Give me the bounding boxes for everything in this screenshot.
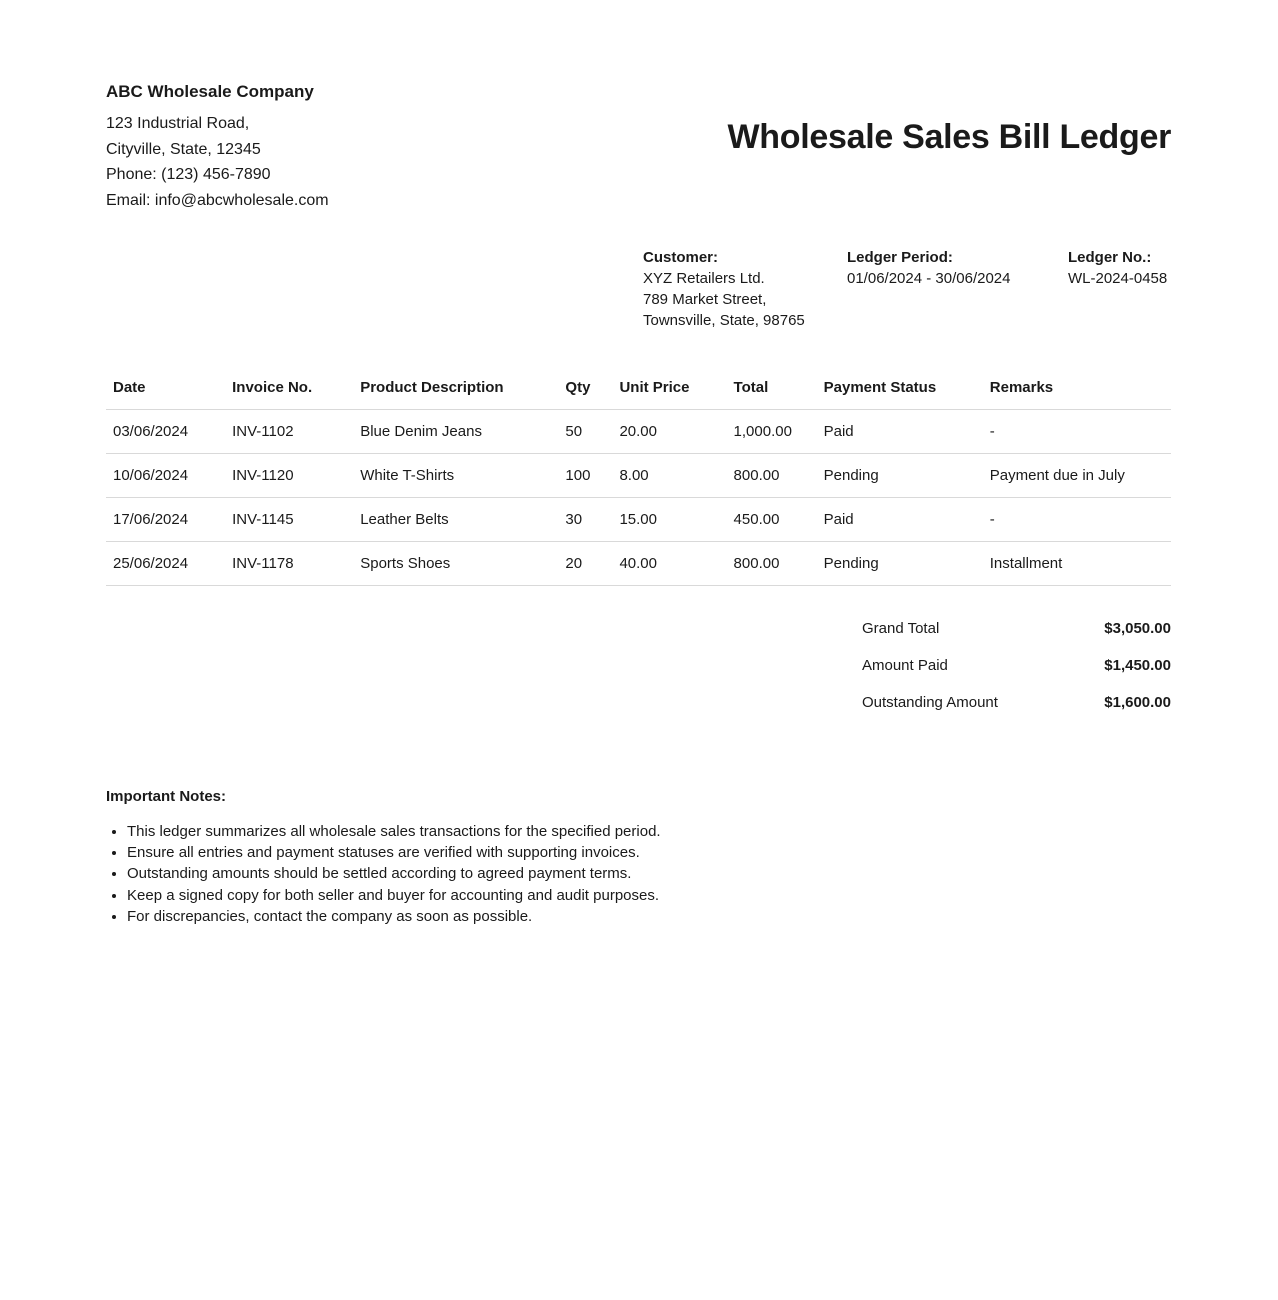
grand-total-value: $3,050.00 bbox=[1104, 620, 1171, 637]
company-phone: Phone: (123) 456-7890 bbox=[106, 166, 271, 183]
column-header-payment-status: Payment Status bbox=[817, 368, 983, 410]
notes-list bbox=[106, 821, 1171, 927]
ledger-period-label: Ledger Period: bbox=[847, 249, 953, 266]
outstanding-amount-label: Outstanding Amount bbox=[862, 694, 998, 711]
column-header-invoice-no: Invoice No. bbox=[225, 368, 353, 410]
notes-heading: Important Notes: bbox=[106, 788, 226, 805]
cell-remarks: - bbox=[983, 498, 1171, 542]
cell-total: 450.00 bbox=[727, 498, 817, 542]
cell-total: 1,000.00 bbox=[727, 410, 817, 454]
company-address-line1: 123 Industrial Road, bbox=[106, 115, 250, 132]
ledger-no-value: WL-2024-0458 bbox=[1068, 270, 1168, 287]
cell-product-description: Blue Denim Jeans bbox=[353, 410, 558, 454]
column-header-remarks: Remarks bbox=[983, 368, 1171, 410]
amount-paid-row bbox=[862, 647, 1171, 684]
ledger-meta bbox=[106, 247, 1171, 339]
cell-qty: 30 bbox=[558, 498, 612, 542]
company-name: ABC Wholesale Company bbox=[106, 82, 314, 101]
ledger-period-value: 01/06/2024 - 30/06/2024 bbox=[847, 270, 1011, 287]
cell-total: 800.00 bbox=[727, 542, 817, 586]
outstanding-amount-value: $1,600.00 bbox=[1104, 694, 1171, 711]
note-item: • Ensure all entries and payment statuses are verified with supporting invoices. bbox=[127, 842, 1171, 863]
amount-paid-label: Amount Paid bbox=[862, 657, 948, 674]
note-item: • Keep a signed copy for both seller and buyer for accounting and audit purposes. bbox=[127, 885, 1171, 906]
note-item: • For discrepancies, contact the company as soon as possible. bbox=[127, 906, 1171, 927]
table-header-row bbox=[106, 368, 1171, 410]
table-row bbox=[106, 410, 1171, 454]
customer-name: XYZ Retailers Ltd. bbox=[643, 270, 765, 287]
ledger-no-label: Ledger No.: bbox=[1068, 249, 1152, 266]
cell-qty: 50 bbox=[558, 410, 612, 454]
cell-payment-status: Paid bbox=[817, 410, 983, 454]
document-header bbox=[106, 82, 1171, 213]
cell-invoice-no: INV-1145 bbox=[225, 498, 353, 542]
cell-unit-price: 40.00 bbox=[612, 542, 726, 586]
ledger-table bbox=[106, 368, 1171, 586]
cell-payment-status: Pending bbox=[817, 542, 983, 586]
ledger-no-block bbox=[1068, 247, 1167, 289]
cell-payment-status: Paid bbox=[817, 498, 983, 542]
totals-summary bbox=[862, 610, 1171, 721]
column-header-qty: Qty bbox=[558, 368, 612, 410]
cell-invoice-no: INV-1102 bbox=[225, 410, 353, 454]
cell-product-description: White T-Shirts bbox=[353, 454, 558, 498]
grand-total-label: Grand Total bbox=[862, 620, 940, 637]
cell-remarks: - bbox=[983, 410, 1171, 454]
cell-date: 17/06/2024 bbox=[106, 498, 225, 542]
customer-label: Customer: bbox=[643, 249, 719, 266]
grand-total-row bbox=[862, 610, 1171, 647]
cell-unit-price: 15.00 bbox=[612, 498, 726, 542]
column-header-date: Date bbox=[106, 368, 225, 410]
cell-payment-status: Pending bbox=[817, 454, 983, 498]
outstanding-amount-row bbox=[862, 684, 1171, 721]
ledger-period-block bbox=[847, 247, 1010, 289]
column-header-product-description: Product Description bbox=[353, 368, 558, 410]
customer-block bbox=[643, 247, 805, 331]
important-notes-section bbox=[106, 788, 1171, 927]
note-item: • Outstanding amounts should be settled according to agreed payment terms. bbox=[127, 863, 1171, 884]
customer-address2: Townsville, State, 98765 bbox=[643, 312, 805, 329]
cell-unit-price: 20.00 bbox=[612, 410, 726, 454]
cell-unit-price: 8.00 bbox=[612, 454, 726, 498]
column-header-unit-price: Unit Price bbox=[612, 368, 726, 410]
amount-paid-value: $1,450.00 bbox=[1104, 657, 1171, 674]
cell-invoice-no: INV-1120 bbox=[225, 454, 353, 498]
note-item: • This ledger summarizes all wholesale sales transactions for the specified period. bbox=[127, 821, 1171, 842]
cell-qty: 100 bbox=[558, 454, 612, 498]
cell-date: 03/06/2024 bbox=[106, 410, 225, 454]
table-row bbox=[106, 542, 1171, 586]
cell-date: 10/06/2024 bbox=[106, 454, 225, 498]
company-email: Email: info@abcwholesale.com bbox=[106, 191, 329, 209]
cell-product-description: Leather Belts bbox=[353, 498, 558, 542]
cell-remarks: Installment bbox=[983, 542, 1171, 586]
cell-invoice-no: INV-1178 bbox=[225, 542, 353, 586]
cell-total: 800.00 bbox=[727, 454, 817, 498]
column-header-total: Total bbox=[727, 368, 817, 410]
company-address-line2: Cityville, State, 12345 bbox=[106, 140, 261, 158]
page-title: Wholesale Sales Bill Ledger bbox=[727, 118, 1171, 156]
cell-qty: 20 bbox=[558, 542, 612, 586]
cell-remarks: Payment due in July bbox=[983, 454, 1171, 498]
cell-date: 25/06/2024 bbox=[106, 542, 225, 586]
customer-address1: 789 Market Street, bbox=[643, 291, 767, 308]
cell-product-description: Sports Shoes bbox=[353, 542, 558, 586]
table-row bbox=[106, 498, 1171, 542]
table-row bbox=[106, 454, 1171, 498]
